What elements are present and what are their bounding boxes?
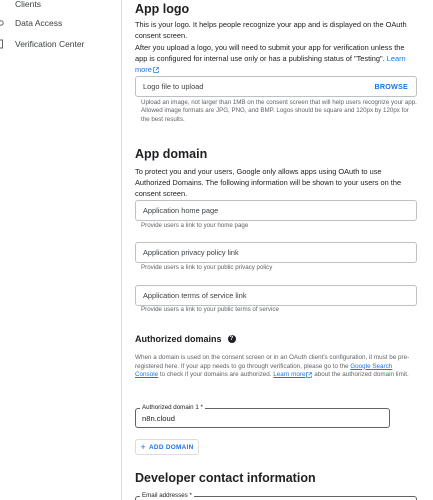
add-domain-button[interactable]: + ADD DOMAIN	[135, 439, 199, 455]
external-link-icon	[153, 67, 159, 73]
home-page-placeholder: Application home page	[143, 206, 219, 215]
privacy-policy-placeholder: Application privacy policy link	[143, 248, 239, 257]
email-addresses-input[interactable]	[135, 492, 417, 500]
terms-of-service-input[interactable]	[135, 285, 417, 306]
privacy-policy-input[interactable]	[135, 242, 417, 263]
sidebar-item-label: Verification Center	[15, 39, 85, 49]
learn-more-link[interactable]: Learn more	[135, 54, 406, 74]
authorized-domain-1-value: n8n.cloud	[142, 414, 175, 423]
app-domain-heading: App domain	[135, 147, 208, 161]
email-addresses-label: Email addresses *	[142, 492, 192, 499]
app-domain-intro: To protect you and your users, Google only allows apps using OAuth to use Authorized Domains. The following information will be shown to your users on the consent screen.	[135, 167, 402, 198]
sidebar-item-clients[interactable]	[0, 0, 41, 13]
terms-of-service-placeholder: Application terms of service link	[143, 291, 247, 300]
authorized-domain-1-label: Authorized domain 1 *	[142, 404, 203, 411]
home-page-input[interactable]	[135, 200, 417, 221]
sidebar-item-label: Data Access	[15, 18, 63, 28]
sidebar	[0, 0, 122, 500]
help-icon[interactable]: ?	[228, 335, 236, 343]
app-logo-heading: App logo	[135, 2, 190, 16]
home-page-hint: Provide users a link to your home page	[141, 222, 249, 229]
logo-hint: Upload an image, not larger than 1MB on the consent screen that will help users recognize your app. Allowed image formats are JPG, PNG, and BMP. Logos should be square and 120px by 120px for the best results.	[141, 99, 417, 123]
authorized-domain-1-input[interactable]	[135, 404, 390, 428]
sidebar-item-verification-center[interactable]	[0, 35, 84, 53]
google-search-console-link[interactable]: Google Search Console	[135, 362, 393, 379]
authorized-domains-description: When a domain is used on the consent screen or in an OAuth client's configuration, it must be pre-registered here. If your app needs to go through verification, please go to the Google Search Console to check if your domains are authorized. Learn more about the authorized domain limit.	[135, 354, 410, 379]
privacy-policy-hint: Provide users a link to your public privacy policy	[141, 264, 273, 271]
clients-icon	[0, 0, 8, 10]
browse-button[interactable]: BROWSE	[374, 82, 408, 91]
data-access-icon	[0, 17, 8, 29]
verification-icon	[0, 38, 8, 50]
sidebar-item-data-access[interactable]	[0, 14, 62, 32]
plus-icon: +	[140, 441, 146, 452]
authorized-domains-heading: Authorized domains ?	[135, 334, 236, 344]
logo-file-field[interactable]	[135, 76, 417, 97]
developer-contact-heading: Developer contact information	[135, 471, 316, 485]
sidebar-item-label: Clients	[15, 0, 41, 9]
learn-more-link[interactable]: Learn more	[273, 371, 306, 379]
app-logo-description: This is your logo. It helps people recognize your app and is displayed on the OAuth consent screen.	[135, 20, 407, 40]
app-logo-verification-note: After you upload a logo, you will need to submit your app for verification unless the app is configured for internal use only or has a publishing status of "Testing". Learn more	[135, 43, 406, 74]
logo-file-placeholder: Logo file to upload	[143, 82, 204, 91]
terms-of-service-hint: Provide users a link to your public terms of service	[141, 306, 279, 313]
